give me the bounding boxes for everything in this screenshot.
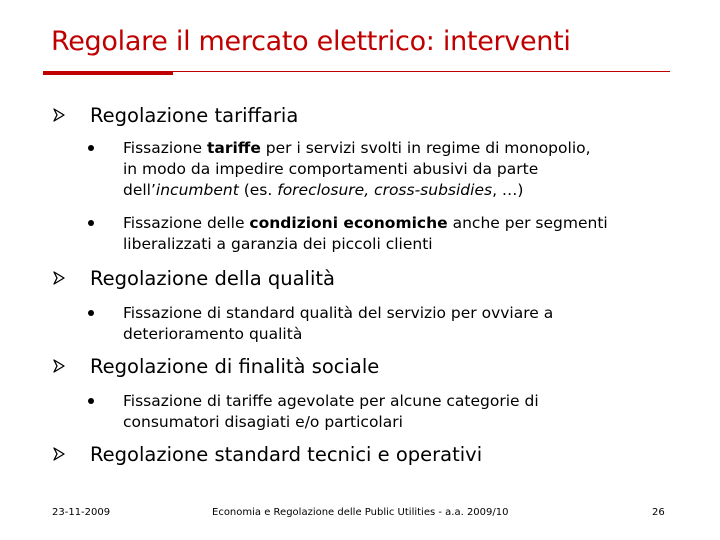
- bullet-line: Fissazione delle condizioni economiche anche per segmenti: [123, 214, 608, 232]
- bullet-line: in modo da impedire comportamenti abusivi da parte: [123, 160, 539, 178]
- bullet-line: consumatori disagiati e/o particolari: [123, 413, 403, 431]
- footer-page-number: 26: [652, 507, 665, 518]
- slide-title: Regolare il mercato elettrico: interventi: [51, 26, 571, 57]
- arrow-bullet-icon: [52, 108, 66, 122]
- bullet-line: Fissazione tariffe per i servizi svolti in regime di monopolio,: [123, 139, 591, 157]
- bullet-dot: [88, 398, 94, 404]
- footer-date: 23-11-2009: [52, 507, 111, 518]
- title-underline: [43, 70, 670, 76]
- bullet-line: Fissazione di standard qualità del servizio per ovviare a: [123, 304, 554, 322]
- bullet-line: deterioramento qualità: [123, 325, 303, 343]
- arrow-bullet-icon: [52, 359, 66, 373]
- bullet-dot: [88, 145, 94, 151]
- arrow-bullet-icon: [52, 447, 66, 461]
- bullet-line: Fissazione di tariffe agevolate per alcune categorie di: [123, 392, 539, 410]
- footer-course: Economia e Regolazione delle Public Utilities - a.a. 2009/10: [212, 507, 509, 518]
- bullet-line: dell’incumbent (es. foreclosure, cross-subsidies, …): [123, 181, 524, 199]
- arrow-bullet-icon: [52, 271, 66, 285]
- bullet-dot: [88, 310, 94, 316]
- bullet-dot: [88, 220, 94, 226]
- bullet-line: liberalizzati a garanzia dei piccoli clienti: [123, 235, 433, 253]
